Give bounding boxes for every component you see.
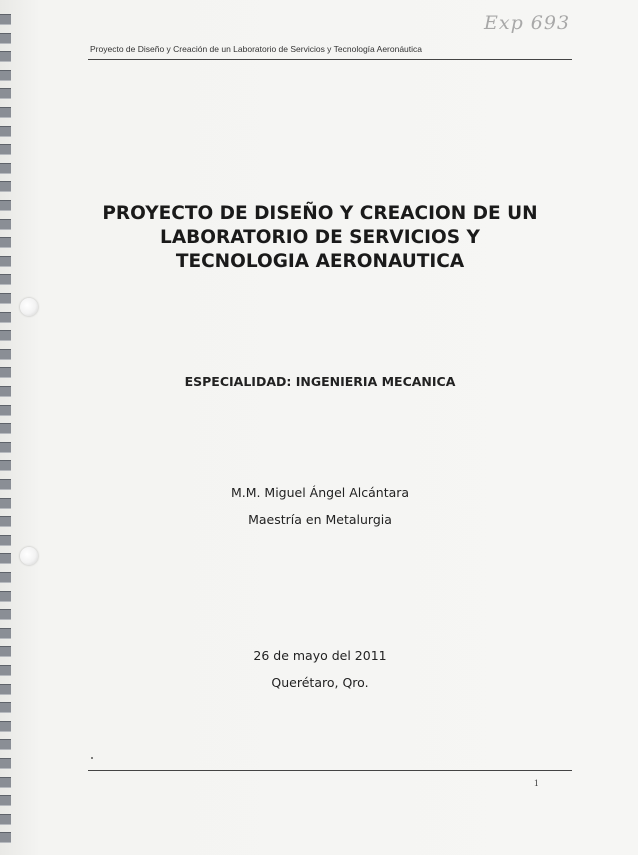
binding-hole bbox=[0, 479, 11, 490]
binding-hole bbox=[0, 777, 11, 788]
binding-hole bbox=[0, 51, 11, 62]
binding-hole bbox=[0, 330, 11, 341]
binding-hole bbox=[0, 14, 11, 25]
binding-hole bbox=[0, 107, 11, 118]
binding-hole bbox=[0, 442, 11, 453]
binding-hole bbox=[0, 33, 11, 44]
binding-hole bbox=[0, 758, 11, 769]
binding-hole bbox=[0, 405, 11, 416]
binding-hole bbox=[0, 516, 11, 527]
binding-hole bbox=[0, 498, 11, 509]
binding-hole bbox=[0, 312, 11, 323]
binding-hole bbox=[0, 386, 11, 397]
running-header: Proyecto de Diseño y Creación de un Laboratorio de Servicios y Tecnología Aeronáutica bbox=[90, 44, 423, 54]
binding-hole bbox=[0, 70, 11, 81]
header-divider bbox=[88, 59, 572, 60]
binding-hole bbox=[0, 684, 11, 695]
author-name: M.M. Miguel Ángel Alcántara bbox=[230, 485, 410, 500]
title-line-3: TECNOLOGIA AERONAUTICA bbox=[175, 251, 465, 272]
document-location: Querétaro, Qro. bbox=[271, 675, 369, 690]
spiral-binding bbox=[0, 0, 14, 855]
binding-hole bbox=[0, 553, 11, 564]
binding-hole bbox=[0, 721, 11, 732]
binding-hole bbox=[0, 256, 11, 267]
handwritten-note: Exp 693 bbox=[484, 12, 571, 34]
binding-hole bbox=[0, 535, 11, 546]
binding-hole bbox=[0, 181, 11, 192]
binding-hole bbox=[0, 88, 11, 99]
binding-hole bbox=[0, 609, 11, 620]
binding-hole bbox=[0, 702, 11, 713]
binding-hole bbox=[0, 591, 11, 602]
punch-hole-bottom bbox=[20, 547, 38, 565]
page-number: 1 bbox=[534, 778, 539, 788]
binding-hole bbox=[0, 739, 11, 750]
author-degree: Maestría en Metalurgia bbox=[248, 512, 392, 527]
specialty-heading: ESPECIALIDAD: INGENIERIA MECANICA bbox=[184, 374, 456, 389]
binding-hole bbox=[0, 200, 11, 211]
binding-hole bbox=[0, 163, 11, 174]
binding-hole bbox=[0, 237, 11, 248]
binding-hole bbox=[0, 460, 11, 471]
binding-hole bbox=[0, 274, 11, 285]
binding-hole bbox=[0, 293, 11, 304]
document-date: 26 de mayo del 2011 bbox=[253, 648, 387, 663]
stray-mark bbox=[91, 757, 93, 759]
title-line-2: LABORATORIO DE SERVICIOS Y bbox=[160, 227, 480, 248]
footer-divider bbox=[88, 770, 572, 771]
binding-hole bbox=[0, 646, 11, 657]
binding-hole bbox=[0, 628, 11, 639]
binding-hole bbox=[0, 832, 11, 843]
binding-hole bbox=[0, 665, 11, 676]
punch-hole-top bbox=[20, 298, 38, 316]
title-line-1: PROYECTO DE DISEÑO Y CREACION DE UN bbox=[102, 203, 538, 224]
binding-hole bbox=[0, 423, 11, 434]
binding-hole bbox=[0, 814, 11, 825]
binding-hole bbox=[0, 349, 11, 360]
binding-hole bbox=[0, 219, 11, 230]
binding-hole bbox=[0, 367, 11, 378]
binding-hole bbox=[0, 126, 11, 137]
binding-hole bbox=[0, 572, 11, 583]
binding-hole bbox=[0, 144, 11, 155]
binding-hole bbox=[0, 795, 11, 806]
document-title bbox=[60, 202, 580, 274]
